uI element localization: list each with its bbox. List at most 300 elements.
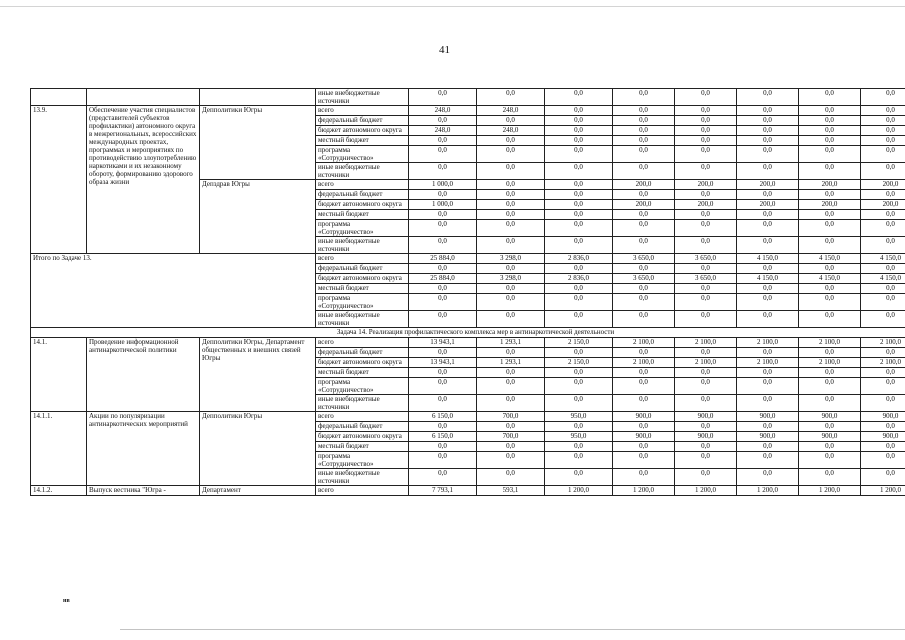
value-cell: 950,0 <box>545 432 613 442</box>
value-cell: 0,0 <box>613 237 675 254</box>
value-cell: 0,0 <box>861 442 905 452</box>
value-cell: 248,0 <box>477 106 545 116</box>
value-cell: 1 200,0 <box>613 486 675 496</box>
value-cell: 2 100,0 <box>613 358 675 368</box>
value-cell: 593,1 <box>477 486 545 496</box>
value-cell: 0,0 <box>737 220 799 237</box>
value-cell: 0,0 <box>613 163 675 180</box>
value-cell: 0,0 <box>861 146 905 163</box>
value-cell: 0,0 <box>545 469 613 486</box>
source-cell: иные внебюджетные источники <box>316 395 409 412</box>
value-cell: 0,0 <box>545 146 613 163</box>
value-cell: 0,0 <box>477 180 545 190</box>
source-cell: иные внебюджетные источники <box>316 311 409 328</box>
value-cell: 0,0 <box>737 146 799 163</box>
value-cell: 0,0 <box>675 422 737 432</box>
table-row <box>31 254 905 264</box>
source-cell: федеральный бюджет <box>316 264 409 274</box>
table-row <box>31 338 905 348</box>
value-cell: 0,0 <box>861 469 905 486</box>
source-cell: бюджет автономного округа <box>316 432 409 442</box>
source-cell: федеральный бюджет <box>316 422 409 432</box>
value-cell: 700,0 <box>477 432 545 442</box>
value-cell: 0,0 <box>545 294 613 311</box>
value-cell: 2 100,0 <box>675 338 737 348</box>
value-cell: 0,0 <box>737 136 799 146</box>
value-cell: 0,0 <box>545 89 613 106</box>
source-cell: местный бюджет <box>316 368 409 378</box>
value-cell: 0,0 <box>737 89 799 106</box>
value-cell: 0,0 <box>675 442 737 452</box>
value-cell: 2 100,0 <box>737 338 799 348</box>
value-cell: 0,0 <box>861 311 905 328</box>
value-cell: 0,0 <box>675 348 737 358</box>
value-cell: 0,0 <box>409 237 477 254</box>
value-cell: 900,0 <box>737 432 799 442</box>
value-cell: 0,0 <box>409 136 477 146</box>
value-cell: 0,0 <box>799 163 861 180</box>
source-cell: федеральный бюджет <box>316 190 409 200</box>
source-cell: всего <box>316 486 409 496</box>
value-cell: 0,0 <box>613 368 675 378</box>
value-cell: 2 100,0 <box>861 358 905 368</box>
value-cell: 0,0 <box>477 190 545 200</box>
value-cell: 0,0 <box>861 237 905 254</box>
value-cell: 0,0 <box>675 210 737 220</box>
value-cell: 4 150,0 <box>861 274 905 284</box>
code-cell: 14.1.2. <box>31 486 87 496</box>
value-cell: 0,0 <box>737 106 799 116</box>
source-cell: местный бюджет <box>316 136 409 146</box>
value-cell: 900,0 <box>861 432 905 442</box>
value-cell: 3 650,0 <box>675 254 737 264</box>
value-cell: 2 100,0 <box>675 358 737 368</box>
value-cell: 0,0 <box>737 469 799 486</box>
value-cell: 0,0 <box>737 190 799 200</box>
value-cell: 0,0 <box>675 146 737 163</box>
value-cell: 4 150,0 <box>861 254 905 264</box>
value-cell: 0,0 <box>675 469 737 486</box>
code-cell <box>31 89 87 106</box>
value-cell: 0,0 <box>861 116 905 126</box>
value-cell: 0,0 <box>477 237 545 254</box>
value-cell: 0,0 <box>409 368 477 378</box>
footer-mark: нв <box>63 598 70 604</box>
value-cell: 248,0 <box>409 106 477 116</box>
value-cell: 0,0 <box>861 348 905 358</box>
value-cell: 0,0 <box>613 126 675 136</box>
source-cell: программа «Сотрудничество» <box>316 146 409 163</box>
value-cell: 2 150,0 <box>545 338 613 348</box>
value-cell: 0,0 <box>675 89 737 106</box>
value-cell: 0,0 <box>675 220 737 237</box>
value-cell: 0,0 <box>477 442 545 452</box>
value-cell: 0,0 <box>861 220 905 237</box>
value-cell: 0,0 <box>545 378 613 395</box>
value-cell: 0,0 <box>799 294 861 311</box>
value-cell: 200,0 <box>675 200 737 210</box>
value-cell: 0,0 <box>861 284 905 294</box>
code-cell: 14.1. <box>31 338 87 412</box>
table-row <box>31 328 905 338</box>
value-cell: 900,0 <box>675 412 737 422</box>
value-cell: 0,0 <box>477 469 545 486</box>
source-cell: местный бюджет <box>316 210 409 220</box>
value-cell: 0,0 <box>675 368 737 378</box>
value-cell: 0,0 <box>477 220 545 237</box>
value-cell: 200,0 <box>613 200 675 210</box>
value-cell: 0,0 <box>477 284 545 294</box>
value-cell: 0,0 <box>545 126 613 136</box>
source-cell: всего <box>316 254 409 264</box>
value-cell: 0,0 <box>861 264 905 274</box>
value-cell: 0,0 <box>545 163 613 180</box>
value-cell: 0,0 <box>737 378 799 395</box>
value-cell: 0,0 <box>613 469 675 486</box>
value-cell: 200,0 <box>675 180 737 190</box>
value-cell: 0,0 <box>613 89 675 106</box>
source-cell: всего <box>316 412 409 422</box>
value-cell: 0,0 <box>861 294 905 311</box>
executor-cell: Депполитики Югры <box>200 106 316 180</box>
value-cell: 4 150,0 <box>799 254 861 264</box>
value-cell: 0,0 <box>409 116 477 126</box>
value-cell: 0,0 <box>545 180 613 190</box>
value-cell: 6 150,0 <box>409 412 477 422</box>
value-cell: 0,0 <box>737 422 799 432</box>
value-cell: 700,0 <box>477 412 545 422</box>
value-cell: 0,0 <box>861 452 905 469</box>
value-cell: 1 000,0 <box>409 200 477 210</box>
code-cell: 14.1.1. <box>31 412 87 486</box>
source-cell: программа «Сотрудничество» <box>316 378 409 395</box>
value-cell: 0,0 <box>477 452 545 469</box>
value-cell: 0,0 <box>545 200 613 210</box>
value-cell: 0,0 <box>477 136 545 146</box>
source-cell: программа «Сотрудничество» <box>316 452 409 469</box>
value-cell: 0,0 <box>737 284 799 294</box>
value-cell: 0,0 <box>613 378 675 395</box>
value-cell: 0,0 <box>675 311 737 328</box>
source-cell: бюджет автономного округа <box>316 126 409 136</box>
value-cell: 2 836,0 <box>545 274 613 284</box>
value-cell: 0,0 <box>737 264 799 274</box>
source-cell: всего <box>316 338 409 348</box>
value-cell: 0,0 <box>545 116 613 126</box>
value-cell: 248,0 <box>409 126 477 136</box>
value-cell: 0,0 <box>545 284 613 294</box>
value-cell: 0,0 <box>799 106 861 116</box>
value-cell: 200,0 <box>737 200 799 210</box>
value-cell: 25 884,0 <box>409 254 477 264</box>
value-cell: 0,0 <box>613 311 675 328</box>
value-cell: 0,0 <box>675 237 737 254</box>
value-cell: 200,0 <box>861 180 905 190</box>
value-cell: 2 836,0 <box>545 254 613 264</box>
value-cell: 0,0 <box>409 469 477 486</box>
budget-table <box>30 88 905 496</box>
value-cell: 0,0 <box>409 284 477 294</box>
value-cell: 0,0 <box>675 126 737 136</box>
value-cell: 0,0 <box>409 89 477 106</box>
source-cell: программа «Сотрудничество» <box>316 220 409 237</box>
value-cell: 0,0 <box>799 368 861 378</box>
value-cell: 1 200,0 <box>675 486 737 496</box>
event-cell: Акции по популяризации антинаркотических мероприятий <box>87 412 200 486</box>
value-cell: 0,0 <box>861 422 905 432</box>
value-cell: 900,0 <box>613 412 675 422</box>
value-cell: 3 298,0 <box>477 254 545 264</box>
value-cell: 0,0 <box>737 368 799 378</box>
value-cell: 2 150,0 <box>545 358 613 368</box>
value-cell: 0,0 <box>799 89 861 106</box>
value-cell: 0,0 <box>613 220 675 237</box>
value-cell: 0,0 <box>675 264 737 274</box>
value-cell: 200,0 <box>799 180 861 190</box>
value-cell: 0,0 <box>737 163 799 180</box>
value-cell: 900,0 <box>799 412 861 422</box>
value-cell: 0,0 <box>675 106 737 116</box>
value-cell: 0,0 <box>409 190 477 200</box>
value-cell: 0,0 <box>799 311 861 328</box>
value-cell: 1 200,0 <box>545 486 613 496</box>
value-cell: 0,0 <box>737 237 799 254</box>
value-cell: 0,0 <box>799 146 861 163</box>
task-heading: Задача 14. Реализация профилактического комплекса мер в антинаркотической деятельности <box>31 328 905 338</box>
value-cell: 0,0 <box>861 368 905 378</box>
value-cell: 900,0 <box>675 432 737 442</box>
value-cell: 1 200,0 <box>737 486 799 496</box>
value-cell: 1 293,1 <box>477 338 545 348</box>
value-cell: 4 150,0 <box>799 274 861 284</box>
table-row <box>31 106 905 116</box>
table-row <box>31 89 905 106</box>
value-cell: 0,0 <box>409 395 477 412</box>
value-cell: 0,0 <box>545 237 613 254</box>
value-cell: 2 100,0 <box>799 358 861 368</box>
executor-cell: Депполитики Югры, Департамент общественных и внешних связей Югры <box>200 338 316 412</box>
value-cell: 0,0 <box>409 294 477 311</box>
value-cell: 0,0 <box>409 452 477 469</box>
value-cell: 950,0 <box>545 412 613 422</box>
value-cell: 200,0 <box>861 200 905 210</box>
value-cell: 0,0 <box>545 368 613 378</box>
value-cell: 248,0 <box>477 126 545 136</box>
value-cell: 1 200,0 <box>799 486 861 496</box>
value-cell: 0,0 <box>675 294 737 311</box>
source-cell: всего <box>316 180 409 190</box>
source-cell: местный бюджет <box>316 284 409 294</box>
value-cell: 0,0 <box>737 116 799 126</box>
source-cell: федеральный бюджет <box>316 116 409 126</box>
executor-cell: Департамент <box>200 486 316 496</box>
value-cell: 0,0 <box>613 294 675 311</box>
source-cell: иные внебюджетные источники <box>316 163 409 180</box>
value-cell: 0,0 <box>799 469 861 486</box>
value-cell: 0,0 <box>799 395 861 412</box>
value-cell: 200,0 <box>799 200 861 210</box>
value-cell: 0,0 <box>477 294 545 311</box>
value-cell: 0,0 <box>675 284 737 294</box>
value-cell: 25 884,0 <box>409 274 477 284</box>
value-cell: 0,0 <box>409 442 477 452</box>
source-cell: иные внебюджетные источники <box>316 89 409 106</box>
value-cell: 1 000,0 <box>409 180 477 190</box>
value-cell: 0,0 <box>737 311 799 328</box>
source-cell: программа «Сотрудничество» <box>316 294 409 311</box>
value-cell: 2 100,0 <box>799 338 861 348</box>
value-cell: 3 650,0 <box>613 274 675 284</box>
table-row <box>31 486 905 496</box>
value-cell: 0,0 <box>409 146 477 163</box>
executor-cell: Депздрав Югры <box>200 180 316 254</box>
value-cell: 0,0 <box>613 284 675 294</box>
value-cell: 0,0 <box>477 264 545 274</box>
value-cell: 0,0 <box>799 442 861 452</box>
value-cell: 0,0 <box>409 422 477 432</box>
value-cell: 0,0 <box>477 348 545 358</box>
value-cell: 3 650,0 <box>675 274 737 284</box>
value-cell: 0,0 <box>799 116 861 126</box>
value-cell: 0,0 <box>861 126 905 136</box>
value-cell: 0,0 <box>799 378 861 395</box>
value-cell: 0,0 <box>613 422 675 432</box>
executor-cell <box>200 89 316 106</box>
value-cell: 13 943,1 <box>409 358 477 368</box>
value-cell: 0,0 <box>477 146 545 163</box>
value-cell: 0,0 <box>675 395 737 412</box>
source-cell: федеральный бюджет <box>316 348 409 358</box>
value-cell: 0,0 <box>545 422 613 432</box>
value-cell: 0,0 <box>613 452 675 469</box>
value-cell: 0,0 <box>477 368 545 378</box>
value-cell: 0,0 <box>477 210 545 220</box>
value-cell: 0,0 <box>409 220 477 237</box>
value-cell: 13 943,1 <box>409 338 477 348</box>
value-cell: 0,0 <box>799 422 861 432</box>
source-cell: местный бюджет <box>316 442 409 452</box>
value-cell: 0,0 <box>861 395 905 412</box>
total-label: Итого по Задаче 13. <box>31 254 316 328</box>
value-cell: 0,0 <box>545 311 613 328</box>
value-cell: 0,0 <box>737 442 799 452</box>
value-cell: 0,0 <box>477 422 545 432</box>
value-cell: 0,0 <box>799 452 861 469</box>
source-cell: иные внебюджетные источники <box>316 469 409 486</box>
value-cell: 0,0 <box>613 264 675 274</box>
value-cell: 0,0 <box>737 210 799 220</box>
value-cell: 6 150,0 <box>409 432 477 442</box>
event-cell <box>87 89 200 106</box>
value-cell: 7 793,1 <box>409 486 477 496</box>
scan-edge-top <box>0 6 905 7</box>
value-cell: 0,0 <box>409 348 477 358</box>
value-cell: 0,0 <box>477 378 545 395</box>
value-cell: 900,0 <box>799 432 861 442</box>
value-cell: 0,0 <box>613 442 675 452</box>
value-cell: 0,0 <box>545 190 613 200</box>
value-cell: 0,0 <box>613 210 675 220</box>
value-cell: 1 200,0 <box>861 486 905 496</box>
value-cell: 1 293,1 <box>477 358 545 368</box>
value-cell: 0,0 <box>861 136 905 146</box>
value-cell: 200,0 <box>737 180 799 190</box>
value-cell: 0,0 <box>737 294 799 311</box>
source-cell: бюджет автономного округа <box>316 358 409 368</box>
value-cell: 0,0 <box>477 163 545 180</box>
value-cell: 0,0 <box>545 220 613 237</box>
value-cell: 0,0 <box>613 116 675 126</box>
page-number: 41 <box>439 44 450 56</box>
value-cell: 900,0 <box>861 412 905 422</box>
value-cell: 0,0 <box>861 106 905 116</box>
value-cell: 0,0 <box>545 136 613 146</box>
value-cell: 0,0 <box>737 395 799 412</box>
executor-cell: Депполитики Югры <box>200 412 316 486</box>
value-cell: 0,0 <box>675 378 737 395</box>
value-cell: 0,0 <box>799 210 861 220</box>
value-cell: 0,0 <box>861 163 905 180</box>
event-cell: Обеспечение участия специалистов (представителей субъектов профилактики) автономного округа в межрегиональных, всероссийских международных проектах, программах и мероприятиях по противодействию злоупотреблению наркотиками и их незаконному обороту, формированию здорового образа жизни <box>87 106 200 254</box>
value-cell: 0,0 <box>613 190 675 200</box>
value-cell: 0,0 <box>861 190 905 200</box>
value-cell: 0,0 <box>545 264 613 274</box>
value-cell: 2 100,0 <box>861 338 905 348</box>
value-cell: 0,0 <box>613 348 675 358</box>
value-cell: 0,0 <box>613 395 675 412</box>
value-cell: 0,0 <box>861 89 905 106</box>
value-cell: 200,0 <box>613 180 675 190</box>
source-cell: бюджет автономного округа <box>316 274 409 284</box>
value-cell: 4 150,0 <box>737 254 799 264</box>
value-cell: 0,0 <box>675 136 737 146</box>
value-cell: 0,0 <box>613 136 675 146</box>
value-cell: 0,0 <box>737 348 799 358</box>
source-cell: иные внебюджетные источники <box>316 237 409 254</box>
value-cell: 0,0 <box>861 210 905 220</box>
value-cell: 0,0 <box>409 163 477 180</box>
value-cell: 0,0 <box>675 116 737 126</box>
value-cell: 0,0 <box>613 106 675 116</box>
value-cell: 2 100,0 <box>737 358 799 368</box>
value-cell: 0,0 <box>409 264 477 274</box>
value-cell: 0,0 <box>477 200 545 210</box>
event-cell: Проведение информационной антинаркотической политики <box>87 338 200 412</box>
value-cell: 0,0 <box>477 116 545 126</box>
value-cell: 900,0 <box>613 432 675 442</box>
value-cell: 0,0 <box>799 348 861 358</box>
event-cell: Выпуск вестника "Югра - <box>87 486 200 496</box>
value-cell: 0,0 <box>799 136 861 146</box>
value-cell: 0,0 <box>799 126 861 136</box>
value-cell: 0,0 <box>545 210 613 220</box>
value-cell: 4 150,0 <box>737 274 799 284</box>
code-cell: 13.9. <box>31 106 87 254</box>
value-cell: 0,0 <box>545 442 613 452</box>
value-cell: 0,0 <box>477 311 545 328</box>
value-cell: 0,0 <box>861 378 905 395</box>
value-cell: 0,0 <box>409 378 477 395</box>
value-cell: 0,0 <box>737 126 799 136</box>
value-cell: 0,0 <box>545 348 613 358</box>
value-cell: 0,0 <box>545 452 613 469</box>
value-cell: 0,0 <box>545 106 613 116</box>
scan-edge-bottom <box>120 629 905 630</box>
value-cell: 0,0 <box>409 311 477 328</box>
value-cell: 0,0 <box>799 264 861 274</box>
value-cell: 0,0 <box>675 163 737 180</box>
value-cell: 0,0 <box>799 284 861 294</box>
